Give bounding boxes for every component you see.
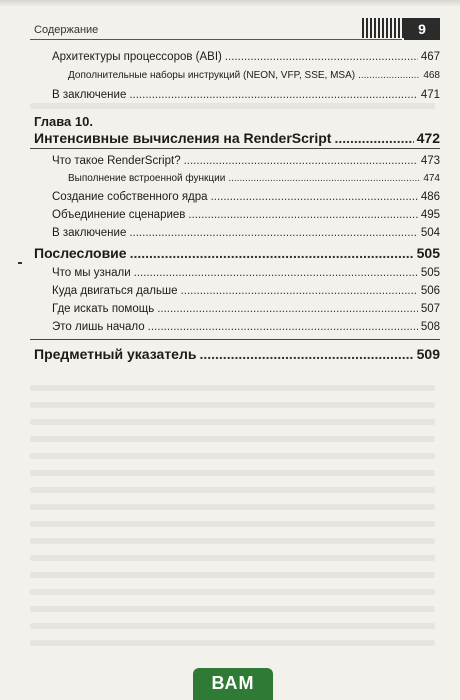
decorative-stripes (362, 18, 410, 38)
running-header (0, 18, 460, 44)
index-title: Предметный указатель (34, 346, 197, 362)
toc-entry-label: Объединение сценариев (52, 209, 186, 221)
toc-entry (52, 303, 440, 315)
show-through-shadow (30, 640, 435, 646)
toc-entry-page: 508 (420, 321, 440, 333)
show-through-shadow (30, 572, 435, 578)
toc-entry-page: 507 (420, 303, 440, 315)
show-through-shadow (30, 436, 435, 442)
header-rule (30, 39, 402, 40)
leader-dots (228, 173, 420, 184)
page-top-edge (0, 0, 460, 6)
show-through-shadow (30, 470, 435, 476)
show-through-shadow (30, 103, 435, 109)
toc-entry (52, 51, 440, 63)
toc-entry-page: 467 (420, 51, 440, 63)
running-header-title: Содержание (34, 24, 99, 36)
leader-dots (358, 70, 420, 81)
toc-entry-page: 486 (420, 191, 440, 203)
chapter-page: 472 (416, 130, 440, 146)
toc-entry-label: Архитектуры процессоров (ABI) (52, 51, 222, 63)
toc-entry (52, 209, 440, 221)
show-through-shadow (30, 419, 435, 425)
toc-entry (52, 321, 440, 333)
toc-subentry (68, 173, 440, 184)
show-through-shadow (30, 385, 435, 391)
toc-entry-page: 495 (420, 209, 440, 221)
toc-entry-label: Создание собственного ядра (52, 191, 208, 203)
show-through-shadow (30, 623, 435, 629)
show-through-shadow (30, 453, 435, 459)
leader-dots (225, 51, 418, 63)
toc-entry-page: 474 (423, 173, 440, 184)
show-through-shadow (30, 589, 435, 595)
section-rule (30, 339, 440, 340)
leader-dots (188, 209, 417, 221)
toc-entry (52, 267, 440, 279)
leader-dots (199, 346, 413, 362)
toc-entry-page: 468 (423, 70, 440, 81)
heading-rule (30, 148, 440, 149)
leader-dots (211, 191, 418, 203)
toc-entry-label: Выполнение встроенной функции (68, 173, 226, 184)
leader-dots (134, 267, 418, 279)
leader-dots (181, 285, 418, 297)
chapter-title: Интенсивные вычисления на RenderScript (34, 130, 332, 146)
chapter-heading (34, 130, 440, 146)
toc-entry-label: Где искать помощь (52, 303, 155, 315)
index-heading (34, 346, 440, 362)
show-through-shadow (30, 521, 435, 527)
show-through-shadow (30, 538, 435, 544)
show-through-shadow (30, 555, 435, 561)
leader-dots (334, 130, 413, 146)
leader-dots (148, 321, 418, 333)
toc-entry (52, 155, 440, 167)
toc-entry (52, 227, 440, 239)
toc-entry (52, 191, 440, 203)
toc-entry-page: 471 (420, 89, 440, 101)
toc-entry-label: В заключение (52, 227, 127, 239)
toc-entry-label: Что такое RenderScript? (52, 155, 181, 167)
page-number: 9 (404, 18, 440, 40)
toc-entry-page: 505 (420, 267, 440, 279)
toc-entry-label: В заключение (52, 89, 127, 101)
leader-dots (129, 227, 417, 239)
afterword-page: 505 (416, 245, 440, 261)
toc-entry-label: Куда двигаться дальше (52, 285, 178, 297)
leader-dots (129, 89, 417, 101)
show-through-shadow (30, 402, 435, 408)
leader-dots (184, 155, 418, 167)
chapter-label: Глава 10. (34, 114, 93, 129)
toc-entry (52, 285, 440, 297)
logo-text: ВАМ (211, 673, 255, 693)
toc-entry-label: Дополнительные наборы инструкций (NEON, VFP, SSE, MSA) (68, 70, 356, 81)
index-page: 509 (416, 346, 440, 362)
afterword-title: Послесловие (34, 245, 127, 261)
show-through-shadow (30, 606, 435, 612)
toc-entry-label: Что мы узнали (52, 267, 131, 279)
toc-entry-page: 506 (420, 285, 440, 297)
leader-dots (130, 245, 414, 261)
toc-subentry (68, 70, 440, 81)
margin-mark (18, 262, 22, 264)
afterword-heading (34, 245, 440, 261)
toc-entry-page: 473 (420, 155, 440, 167)
toc-entry (52, 89, 440, 101)
store-watermark-logo (193, 668, 273, 700)
show-through-shadow (30, 504, 435, 510)
leader-dots (157, 303, 418, 315)
toc-entry-label: Это лишь начало (52, 321, 145, 333)
toc-entry-page: 504 (420, 227, 440, 239)
show-through-shadow (30, 487, 435, 493)
